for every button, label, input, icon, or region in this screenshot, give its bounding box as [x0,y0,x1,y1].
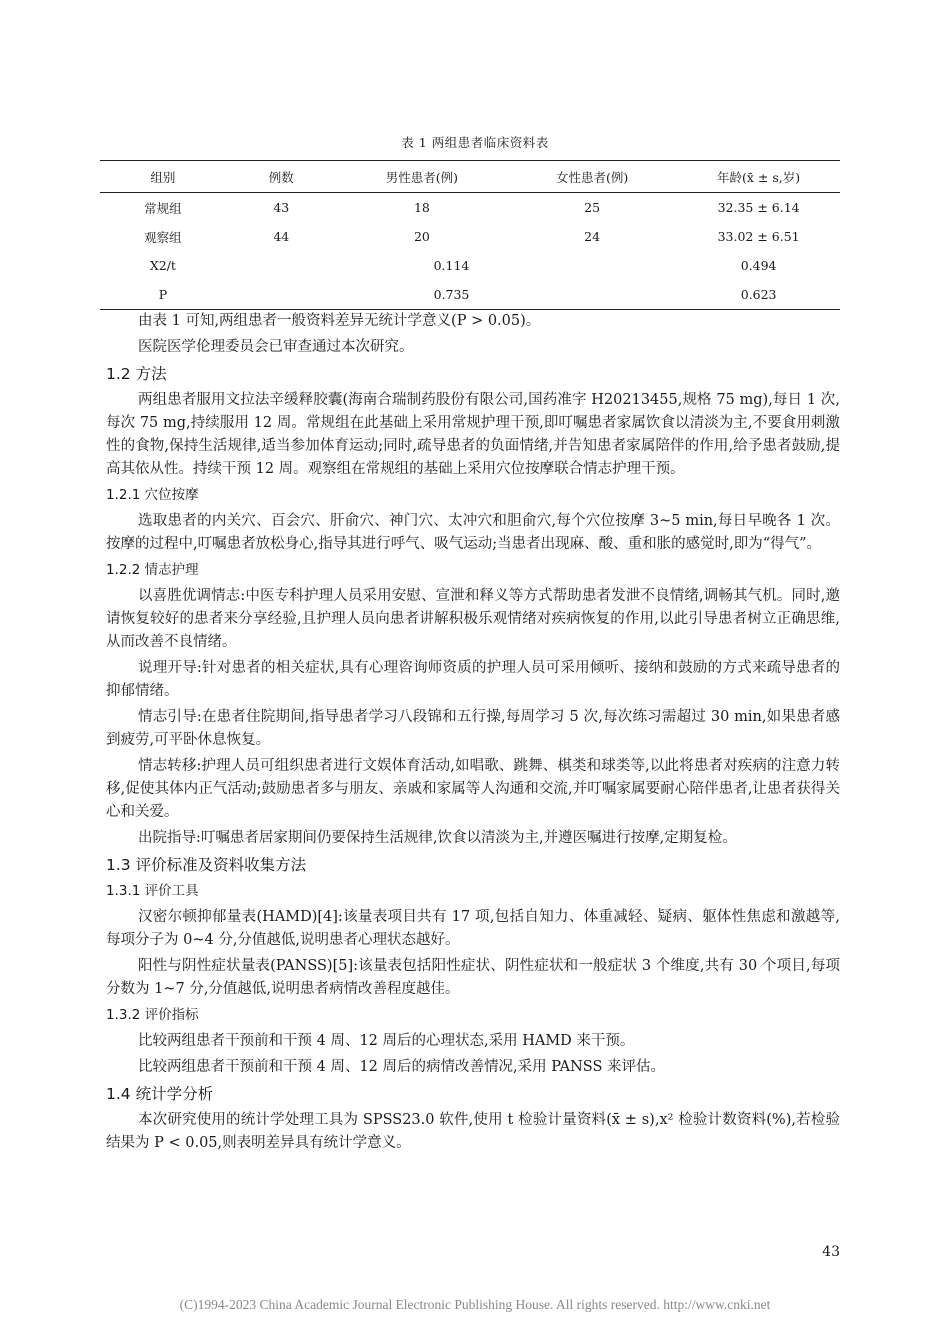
article-body [106,310,840,1158]
paragraph: 比较两组患者干预前和干预 4 周、12 周后的心理状态,采用 HAMD 来干预。 [138,1033,635,1049]
paragraph: 医院医学伦理委员会已审查通过本次研究。 [138,339,414,355]
page-number: 43 [822,1244,840,1260]
cell-count: 43 [273,200,290,215]
col-header-age: 年龄(x̄ ± s,岁) [717,169,801,185]
paragraph: 情志引导:在患者住院期间,指导患者学习八段锦和五行操,每周学习 5 次,每次练习需超过 30 min,如果患者感到疲劳,可平卧休息恢复。 [106,709,840,748]
cell-male: 18 [413,200,430,215]
paragraph: 阳性与阴性症状量表(PANSS)[5]:该量表包括阳性症状、阴性症状和一般症状 3 个维度,共有 30 个项目,每项分数为 1~7 分,分值越低,说明患者病情改善程度越佳。 [106,958,840,997]
paragraph: 情志转移:护理人员可组织患者进行文娱体育活动,如唱歌、跳舞、棋类和球类等,以此将患者对疾病的注意力转移,促使其体内正气活动;鼓励患者多与朋友、亲戚和家属等人沟通和交流,并叮嘱家属要耐心陪伴患者,让患者获得关心和关爱。 [106,758,840,820]
table-caption: 表 1 两组患者临床资料表 [401,135,549,150]
paragraph: 出院指导:叮嘱患者居家期间仍要保持生活规律,饮食以清淡为主,并遵医嘱进行按摩,定期复检。 [138,830,737,846]
section-heading: 1.4 统计学分析 [106,1085,214,1103]
cell-stat-label: P [158,287,168,302]
cell-stat-sex: 0.114 [433,258,470,273]
paragraph: 选取患者的内关穴、百会穴、肝俞穴、神门穴、太冲穴和胆俞穴,每个穴位按摩 3~5 min,每日早晚各 1 次。按摩的过程中,叮嘱患者放松身心,指导其进行呼气、吸气运动;当患者出现麻、酸、重和胀的感觉时,即为“得气”。 [106,513,840,552]
col-header-group: 组别 [150,169,176,185]
table-row [100,193,840,223]
col-header-male: 男性患者(例) [385,169,459,185]
cell-stat-age: 0.494 [740,258,777,273]
paragraph: 由表 1 可知,两组患者一般资料差异无统计学意义(P > 0.05)。 [138,313,541,329]
subsection-heading: 1.2.1 穴位按摩 [106,487,199,503]
section-heading: 1.3 评价标准及资料收集方法 [106,856,307,874]
cell-stat-label: X2/t [149,258,176,273]
paragraph: 说理开导:针对患者的相关症状,具有心理咨询师资质的护理人员可采用倾听、接纳和鼓励的方式来疏导患者的抑郁情绪。 [106,660,840,699]
cell-stat-sex: 0.735 [433,287,470,302]
section-heading: 1.2 方法 [106,365,167,383]
clinical-data-table [100,160,840,310]
subsection-heading: 1.3.1 评价工具 [106,883,199,899]
cell-age: 33.02 ± 6.51 [717,229,800,244]
cell-age: 32.35 ± 6.14 [717,200,800,215]
paragraph: 以喜胜优调情志:中医专科护理人员采用安慰、宣泄和释义等方式帮助患者发泄不良情绪,调畅其气机。同时,邀请恢复较好的患者来分享经验,且护理人员向患者讲解积极乐观情绪对疾病恢复的作用,以此引导患者树立正确思维,从而改善不良情绪。 [106,588,840,650]
cell-male: 20 [413,229,430,244]
cell-female: 24 [584,229,601,244]
paragraph: 汉密尔顿抑郁量表(HAMD)[4]:该量表项目共有 17 项,包括自知力、体重减轻、疑病、躯体性焦虑和激越等,每项分子为 0~4 分,分值越低,说明患者心理状态越好。 [106,909,840,948]
subsection-heading: 1.2.2 情志护理 [106,562,199,578]
subsection-heading: 1.3.2 评价指标 [106,1007,199,1023]
paragraph: 本次研究使用的统计学处理工具为 SPSS23.0 软件,使用 t 检验计量资料(x̄ ± s),x² 检验计数资料(%),若检验结果为 P < 0.05,则表明差异具有统计学意义。 [106,1112,840,1151]
copyright-footer: (C)1994-2023 China Academic Journal Electronic Publishing House. All rights reserved. http://www.cnki.net [179,1297,771,1312]
table-header-row [100,161,840,193]
table-stat-row [100,280,840,310]
cell-count: 44 [273,229,290,244]
table-row [100,222,840,251]
cell-stat-age: 0.623 [740,287,777,302]
paragraph: 两组患者服用文拉法辛缓释胶囊(海南合瑞制药股份有限公司,国药准字 H20213455,规格 75 mg),每日 1 次,每次 75 mg,持续服用 12 周。常规组在此基础上采用常规护理干预,即叮嘱患者家属饮食以清淡为主,不要食用刺激性的食物,保持生活规律,适当参加体育运动;同时,疏导患者的负面情绪,并告知患者家属陪伴的作用,给予患者鼓励,提高其依从性。持续干预 12 周。观察组在常规组的基础上采用穴位按摩联合情志护理干预。 [106,392,840,477]
cell-group: 观察组 [144,229,182,245]
col-header-count: 例数 [268,169,294,185]
cell-female: 25 [584,200,601,215]
table-stat-row [100,251,840,280]
cell-group: 常规组 [144,200,182,216]
paragraph: 比较两组患者干预前和干预 4 周、12 周后的病情改善情况,采用 PANSS 来评估。 [138,1059,666,1075]
col-header-female: 女性患者(例) [555,169,629,185]
